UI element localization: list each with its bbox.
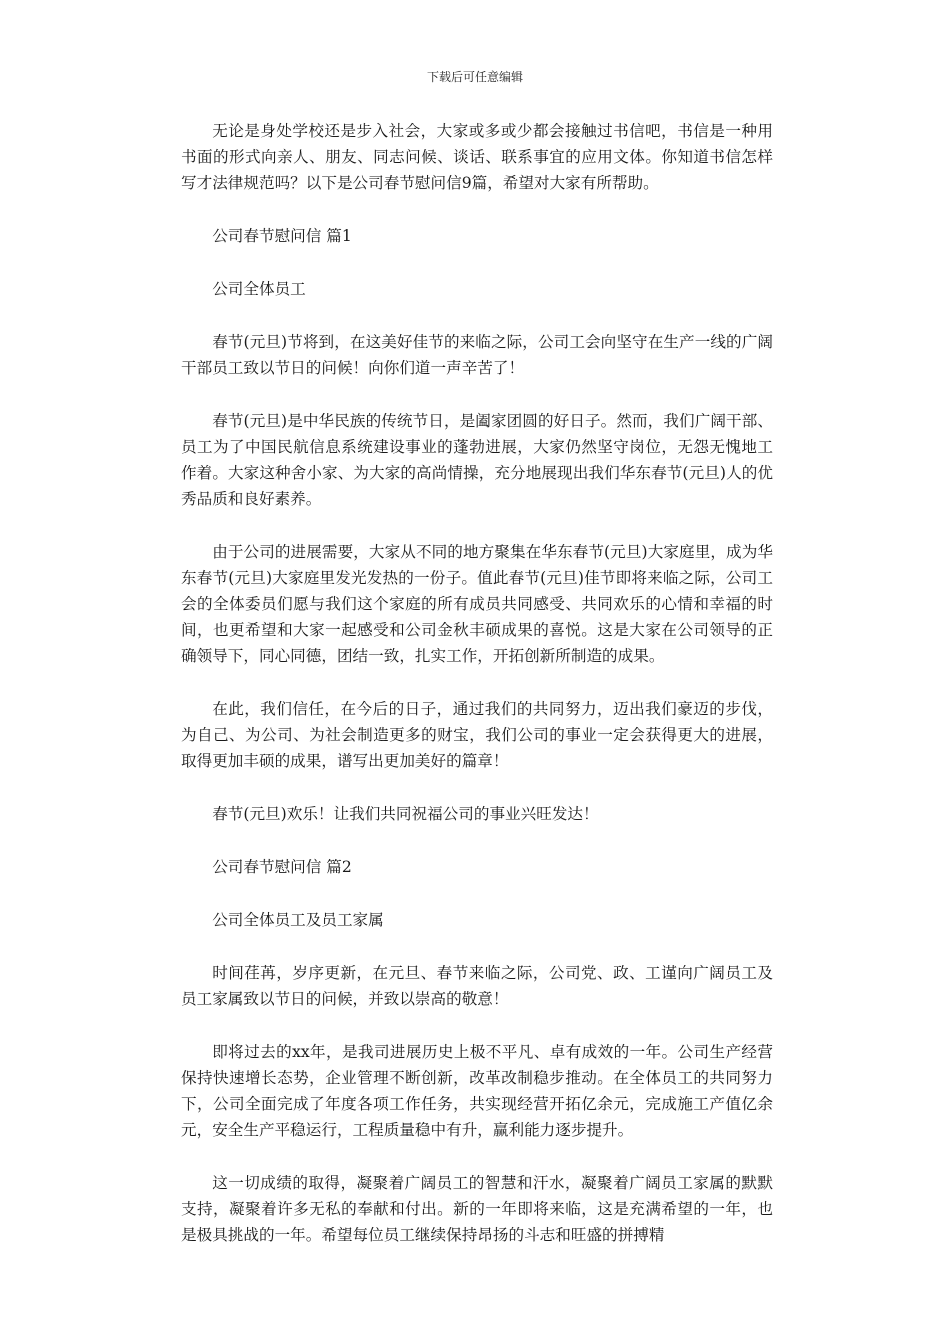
letter-1-paragraph: 在此，我们信任，在今后的日子，通过我们的共同努力，迈出我们豪迈的步伐，为自己、为公司、为社会制造更多的财宝，我们公司的事业一定会获得更大的进展，取得更加丰硕的成果，谱写出更加美好的篇章！ xyxy=(181,700,773,770)
letter-2-paragraph: 即将过去的xx年，是我司进展历史上极不平凡、卓有成效的一年。公司生产经营保持快速增长态势，企业管理不断创新，改革改制稳步推动。在全体员工的共同努力下，公司全面完成了年度各项工作任务，共实现经营开拓亿余元，完成施工产值亿余元，安全生产平稳运行，工程质量稳中有升，赢利能力逐步提升。 xyxy=(181,1043,773,1139)
letter-1-salutation: 公司全体员工 xyxy=(212,280,306,298)
letter-2-paragraph: 时间荏苒，岁序更新，在元旦、春节来临之际，公司党、政、工谨向广阔员工及员工家属致以节日的问候，并致以崇高的敬意！ xyxy=(181,964,773,1008)
intro-paragraph: 无论是身处学校还是步入社会，大家或多或少都会接触过书信吧，书信是一种用书面的形式向亲人、朋友、同志问候、谈话、联系事宜的应用文体。你知道书信怎样写才法律规范吗？以下是公司春节慰问信9篇，希望对大家有所帮助。 xyxy=(181,122,773,192)
letter-1-paragraph: 由于公司的进展需要，大家从不同的地方聚集在华东春节(元旦)大家庭里，成为华东春节(元旦)大家庭里发光发热的一份子。值此春节(元旦)佳节即将来临之际，公司工会的全体委员们愿与我们这个家庭的所有成员共同感受、共同欢乐的心情和幸福的时间，也更希望和大家一起感受和公司金秋丰硕成果的喜悦。这是大家在公司领导的正确领导下，同心同德，团结一致，扎实工作，开拓创新所制造的成果。 xyxy=(181,543,773,665)
document-body xyxy=(181,118,773,1275)
letter-1-closing: 春节(元旦)欢乐！让我们共同祝福公司的事业兴旺发达！ xyxy=(212,805,599,823)
letter-1-title: 公司春节慰问信 篇1 xyxy=(212,227,352,245)
letter-1-paragraph: 春节(元旦)节将到，在这美好佳节的来临之际，公司工会向坚守在生产一线的广阔干部员工致以节日的问候！向你们道一声辛苦了！ xyxy=(181,333,773,377)
letter-2-title: 公司春节慰问信 篇2 xyxy=(212,858,352,876)
page-header-note: 下载后可任意编辑 xyxy=(426,70,523,84)
letter-2-salutation: 公司全体员工及员工家属 xyxy=(212,911,384,929)
letter-1-paragraph: 春节(元旦)是中华民族的传统节日，是阖家团圆的好日子。然而，我们广阔干部、员工为了中国民航信息系统建设事业的蓬勃进展，大家仍然坚守岗位，无怨无愧地工作着。大家这种舍小家、为大家的高尚情操，充分地展现出我们华东春节(元旦)人的优秀品质和良好素养。 xyxy=(181,412,773,508)
letter-2-paragraph: 这一切成绩的取得，凝聚着广阔员工的智慧和汗水，凝聚着广阔员工家属的默默支持，凝聚着许多无私的奉献和付出。新的一年即将来临，这是充满希望的一年，也是极具挑战的一年。希望每位员工继续保持昂扬的斗志和旺盛的拼搏精 xyxy=(181,1174,773,1244)
